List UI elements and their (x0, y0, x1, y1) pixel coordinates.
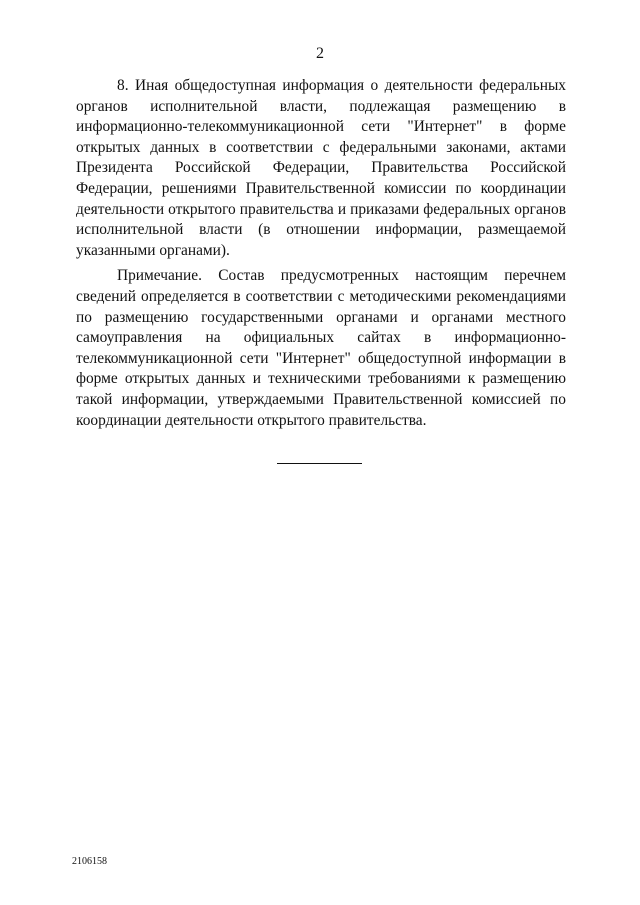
text-line: по размещению государственными органами и органами местного (76, 308, 566, 326)
separator-line (277, 463, 362, 464)
text-line: Примечание. Состав предусмотренных настоящим перечнем (117, 267, 566, 285)
text-line: такой информации, утверждаемыми Правительственной комиссией по (76, 390, 566, 408)
text-line: координации деятельности открытого правительства. (76, 411, 427, 429)
text-line: 8. Иная общедоступная информация о деятельности федеральных (117, 77, 566, 94)
document-body (76, 76, 566, 431)
text-line: сведений определяется в соответствии с методическими рекомендациями (76, 287, 566, 305)
document-code: 2106158 (72, 856, 107, 867)
text-line: телекоммуникационной сети "Интернет" общедоступной информации в (76, 349, 566, 367)
paragraph-note (76, 266, 566, 431)
text-line: открытых данных в соответствии с федеральными законами, актами (76, 138, 566, 156)
paragraph-item-8 (76, 76, 566, 261)
text-line: Федерации, решениями Правительственной комиссии по координации (76, 179, 566, 197)
text-line: информационно-телекоммуникационной сети "Интернет" в форме (76, 118, 566, 136)
text-line: Президента Российской Федерации, Правительства Российской (76, 159, 566, 177)
text-line: указанными органами). (76, 241, 230, 259)
text-line: форме открытых данных и техническими требованиями к размещению (76, 370, 566, 388)
text-line: самоуправления на официальных сайтах в информационно- (76, 329, 566, 347)
page-number: 2 (316, 45, 324, 62)
text-line: органов исполнительной власти, подлежащая размещению в (76, 97, 566, 115)
text-line: деятельности открытого правительства и приказами федеральных органов (76, 200, 566, 218)
text-line: исполнительной власти (в отношении информации, размещаемой (76, 221, 566, 239)
